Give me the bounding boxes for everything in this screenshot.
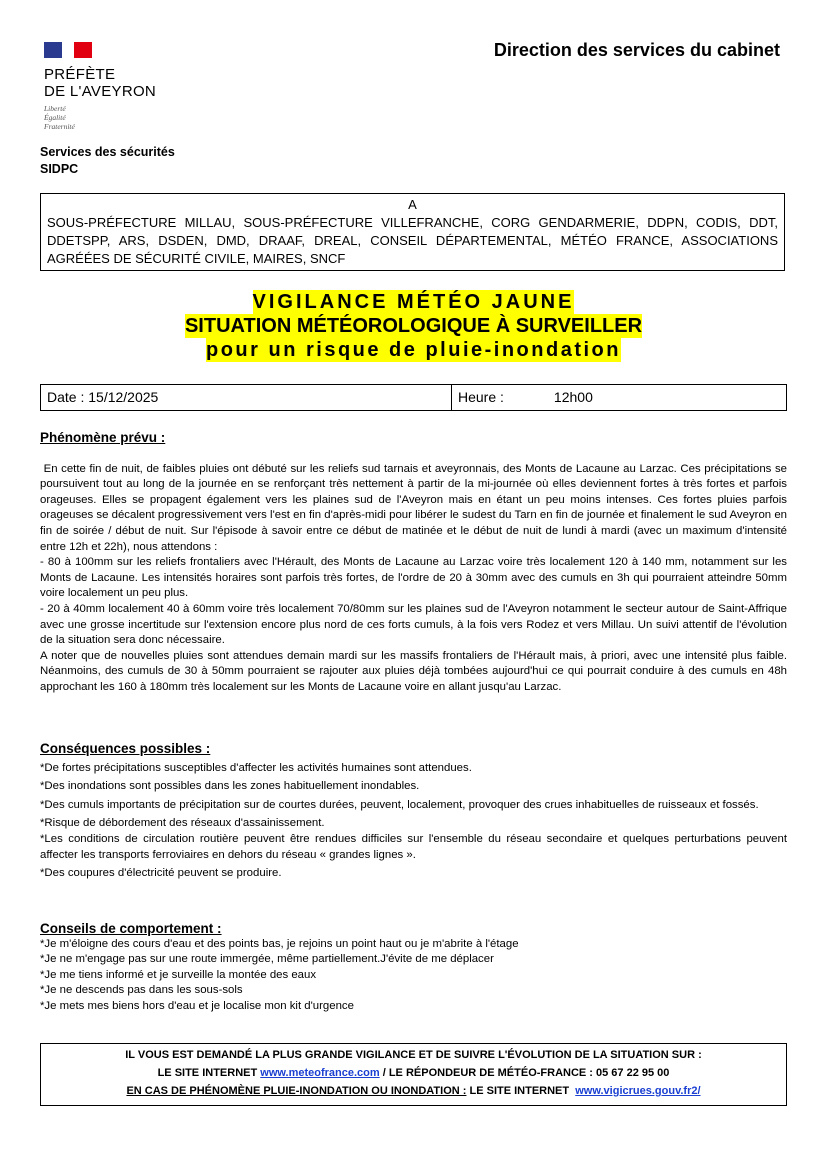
prefecture-logo bbox=[44, 42, 156, 131]
list-item: *Les conditions de circulation routière peuvent être rendues difficiles sur l'ensemble du réseau secondaire et quelques perturbations peuvent affecter les transports ferroviaires en dehors du réseau « grandes lignes ». bbox=[40, 832, 787, 861]
list-item: *Risque de débordement des réseaux d'assainissement. bbox=[40, 817, 325, 830]
list-item: *Des coupures d'électricité peuvent se produire. bbox=[40, 867, 282, 880]
service-name: Services des sécurités bbox=[40, 145, 175, 159]
hour-label: Heure : bbox=[458, 389, 504, 405]
list-item: *Je ne descends pas dans les sous-sols bbox=[40, 984, 243, 997]
date-value: Date : 15/12/2025 bbox=[41, 385, 452, 410]
meteofrance-link[interactable]: www.meteofrance.com bbox=[260, 1067, 380, 1079]
situation-title: SITUATION MÉTÉOROLOGIQUE À SURVEILLER bbox=[184, 315, 643, 337]
phenomene-p2: - 80 à 100mm sur les reliefs frontaliers avec l'Hérault, des Monts de Lacaune au Larzac voire très localement 120 à 140 mm, notamment sur les Monts de Lacaune. Les intensités horaires sont parfois très fortes, de l'ordre de 20 à 30mm avec des cumuls en 3h qui pourraient atteindre 50mm voire localement un peu plus. bbox=[40, 556, 787, 600]
consequences-section bbox=[40, 741, 787, 882]
info-site-label-2: LE SITE INTERNET bbox=[466, 1085, 576, 1097]
motto-3: Fraternité bbox=[44, 122, 75, 131]
motto-1: Liberté bbox=[44, 104, 66, 113]
list-item: *Je mets mes biens hors d'eau et je localise mon kit d'urgence bbox=[40, 999, 354, 1012]
recipients-label: A bbox=[408, 197, 417, 212]
date-box bbox=[40, 384, 787, 411]
phenomene-title: Phénomène prévu : bbox=[40, 430, 166, 445]
list-item: *Des cumuls importants de précipitation sur de courtes durées, peuvent, localement, provoquer des crues inhabituelles de ruisseaux et fossés. bbox=[40, 798, 759, 811]
list-item: *Des inondations sont possibles dans les zones habituellement inondables. bbox=[40, 780, 420, 793]
conseils-title: Conseils de comportement : bbox=[40, 921, 222, 936]
vigicrues-link[interactable]: www.vigicrues.gouv.fr2/ bbox=[575, 1085, 701, 1097]
info-line1: IL VOUS EST DEMANDÉ LA PLUS GRANDE VIGILANCE ET DE SUIVRE L'ÉVOLUTION DE LA SITUATION SUR : bbox=[125, 1049, 702, 1061]
alert-level-title: VIGILANCE MÉTÉO JAUNE bbox=[252, 291, 575, 313]
phenomene-p1: En cette fin de nuit, de faibles pluies ont débuté sur les reliefs sud tarnais et aveyronnais, des Monts de Lacaune au Larzac. Ces précipitations se poursuivent tout au long de la journée en se renforçant très nettement à partir de la mi-journée où elles deviennent fortes à très fortes et parfois orageuses. Elles se propagent également vers les plaines sud de l'Aveyron mais en étant un peu moins intenses. Ces fortes pluies parfois orageuses se décalent progressivement vers l'est en fin d'après-midi pour libérer le sudest du Tarn en fin de journée et finalement le sud Aveyron en fin de soirée / début de nuit. Sur l'épisode à savoir entre ce début de matinée et le début de nuit de lundi à mardi (avec un maximum d'intensité entre 12h et 22h), nous attendons : bbox=[40, 462, 791, 553]
list-item: *Je m'éloigne des cours d'eau et des points bas, je rejoins un point haut ou je m'abrite à l'étage bbox=[40, 937, 519, 950]
org-line2: DE L'AVEYRON bbox=[44, 83, 157, 100]
alert-titles bbox=[0, 290, 827, 362]
recipients-box bbox=[40, 193, 785, 271]
consequences-title: Conséquences possibles : bbox=[40, 741, 211, 756]
phenomene-p3: - 20 à 40mm localement 40 à 60mm voire très localement 70/80mm sur les plaines sud de l'Aveyron notamment le secteur autour de Saint-Affrique avec une grosse incertitude sur l'extension encore plus nord de ces forts cumuls, à la fois vers Rodez et vers Millau. Un suivi attentif de l'évolution de la situation sera donc nécessaire. bbox=[40, 602, 787, 647]
marianne-flag-icon bbox=[44, 42, 92, 58]
hour-value: 12h00 bbox=[553, 389, 593, 405]
unit-name: SIDPC bbox=[40, 162, 79, 176]
conseils-section bbox=[40, 921, 787, 1015]
risk-title: pour un risque de pluie-inondation bbox=[206, 339, 621, 361]
org-line1: PRÉFÈTE bbox=[44, 66, 116, 83]
motto-2: Égalité bbox=[44, 113, 66, 122]
list-item: *Je ne m'engage pas sur une route immergée, même partiellement.J'évite de me déplacer bbox=[40, 953, 494, 966]
info-phone: / LE RÉPONDEUR DE MÉTÉO-FRANCE : 05 67 22 95 00 bbox=[379, 1067, 670, 1079]
info-site-label: LE SITE INTERNET bbox=[157, 1067, 261, 1079]
inondation-label: EN CAS DE PHÉNOMÈNE PLUIE-INONDATION OU INONDATION : bbox=[126, 1085, 467, 1097]
list-item: *De fortes précipitations susceptibles d'affecter les activités humaines sont attendues. bbox=[40, 761, 472, 774]
recipients-list: SOUS-PRÉFECTURE MILLAU, SOUS-PRÉFECTURE VILLEFRANCHE, CORG GENDARMERIE, DDPN, CODIS, DDT, DDETSPP, ARS, DSDEN, DMD, DRAAF, DREAL, CONSEIL DÉPARTEMENTAL, MÉTÉO FRANCE, ASSOCIATIONS AGRÉÉES DE SÉCURITÉ CIVILE, MAIRES, SNCF bbox=[47, 215, 778, 266]
phenomene-section bbox=[40, 430, 791, 696]
direction-title: Direction des services du cabinet bbox=[493, 40, 780, 60]
list-item: *Je me tiens informé et je surveille la montée des eaux bbox=[40, 968, 317, 981]
phenomene-p4: A noter que de nouvelles pluies sont attendues demain mardi sur les massifs frontaliers de l'Hérault mais, à priori, avec une intensité plus faible. Néanmoins, des cumuls de 30 à 50mm pourraient se rajouter aux pluies déjà tombées aujourd'hui ce qui pourrait conduire à des cumuls en 48h approchant les 160 à 180mm très localement sur les Monts de Lacaune voire en allant jusqu'au Larzac. bbox=[40, 649, 787, 693]
info-box bbox=[40, 1043, 787, 1106]
